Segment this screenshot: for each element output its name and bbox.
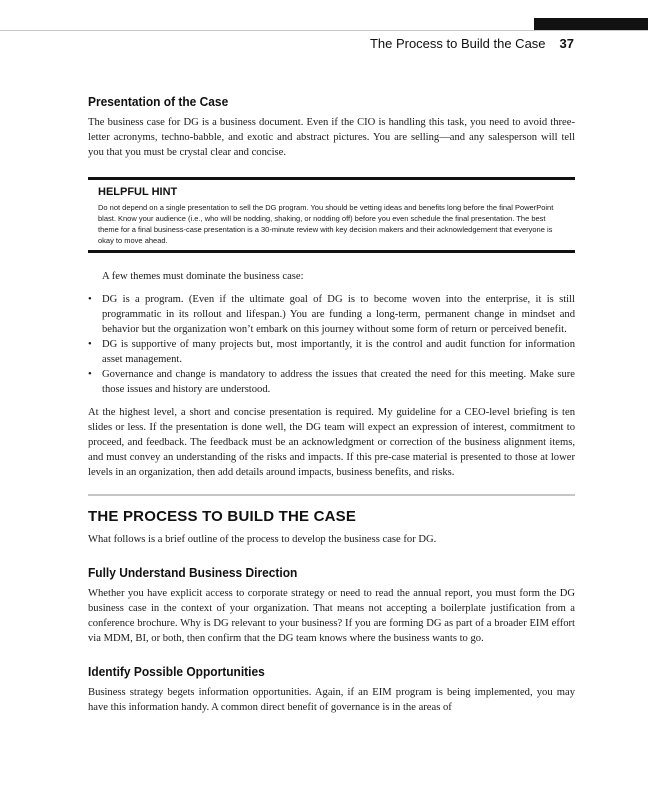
list-item (88, 337, 575, 367)
running-title: The Process to Build the Case (369, 36, 546, 51)
paragraph-presentation: The business case for DG is a business document. Even if the CIO is handling this task, you need to avoid three-letter acronyms, techno-babble, and exotic and abstract pictures. You are selling—and any salesperson will tell you that you must be crystal clear and concise. (88, 117, 575, 158)
helpful-hint-box (88, 177, 575, 253)
subheading-opportunities: Identify Possible Opportunities (88, 664, 265, 679)
list-item-text: DG is supportive of many projects but, most importantly, it is the control and audit function for information asset management. (102, 339, 575, 365)
running-head (370, 36, 574, 51)
bullet: • (88, 369, 92, 380)
list-item (88, 367, 575, 397)
paragraph-opportunities: Business strategy begets information opportunities. Again, if an EIM program is being implemented, you may have this information handy. A common direct benefit of governance is in the areas of (88, 687, 575, 713)
paragraph-business-direction: Whether you have explicit access to corporate strategy or need to read the annual report, you must form the DG business case in the context of your organization. That means not accepting a boilerplate justification from a conference brochure. Why is DG relevant to your business? If you are forming DG as part of a broader EIM effort via MDM, BI, or both, then confirm that the DG team knows where the business wants to go. (88, 588, 575, 644)
list-item-text: Governance and change is mandatory to address the issues that created the need for this meeting. Make sure those issues and history are understood. (102, 369, 575, 395)
paragraph-briefing: At the highest level, a short and concise presentation is required. My guideline for a CEO-level briefing is ten slides or less. If the presentation is done well, the DG team will expect an expression of interest, commitment to proceed, and feedback. The feedback must be an acknowledgment or correction of the business alignment items, and must convey an understanding of the risks and impacts. If this pre-case material is presented to those at lower levels in an organization, then add details around impacts, business benefits, and risks. (88, 407, 575, 478)
page-content (88, 94, 575, 715)
section-heading-process: THE PROCESS TO BUILD THE CASE (88, 508, 357, 525)
paragraph-process-intro: What follows is a brief outline of the process to develop the business case for DG. (88, 534, 437, 545)
list-item (88, 292, 575, 337)
themes-list (88, 292, 575, 397)
section-heading-presentation: Presentation of the Case (88, 94, 229, 109)
bullet: • (88, 294, 92, 305)
subheading-business-direction: Fully Understand Business Direction (88, 565, 298, 580)
section-divider (88, 494, 575, 496)
hint-title: HELPFUL HINT (98, 186, 178, 198)
page-number: 37 (559, 36, 574, 51)
header-rule (0, 30, 648, 31)
themes-intro: A few themes must dominate the business case: (102, 271, 304, 282)
hint-body: Do not depend on a single presentation to sell the DG program. You should be vetting ideas and benefits long before the final PowerPoint blast. Know your audience (i.e., who will be nodding, shaking, or nodding off) before you even schedule the final presentation. The best theme for a final business-case presentation is a 30-minute review with key decision makers and their acknowledgement that everyone is okay to move ahead. (98, 203, 554, 245)
bullet: • (88, 339, 92, 350)
list-item-text: DG is a program. (Even if the ultimate goal of DG is to become woven into the enterprise, it is still programmatic in its rollout and lifespan.) You are funding a long-term, permanent change in mindset and behavior but the organization won’t embark on this journey without some form of return or perceived benefit. (102, 294, 575, 335)
